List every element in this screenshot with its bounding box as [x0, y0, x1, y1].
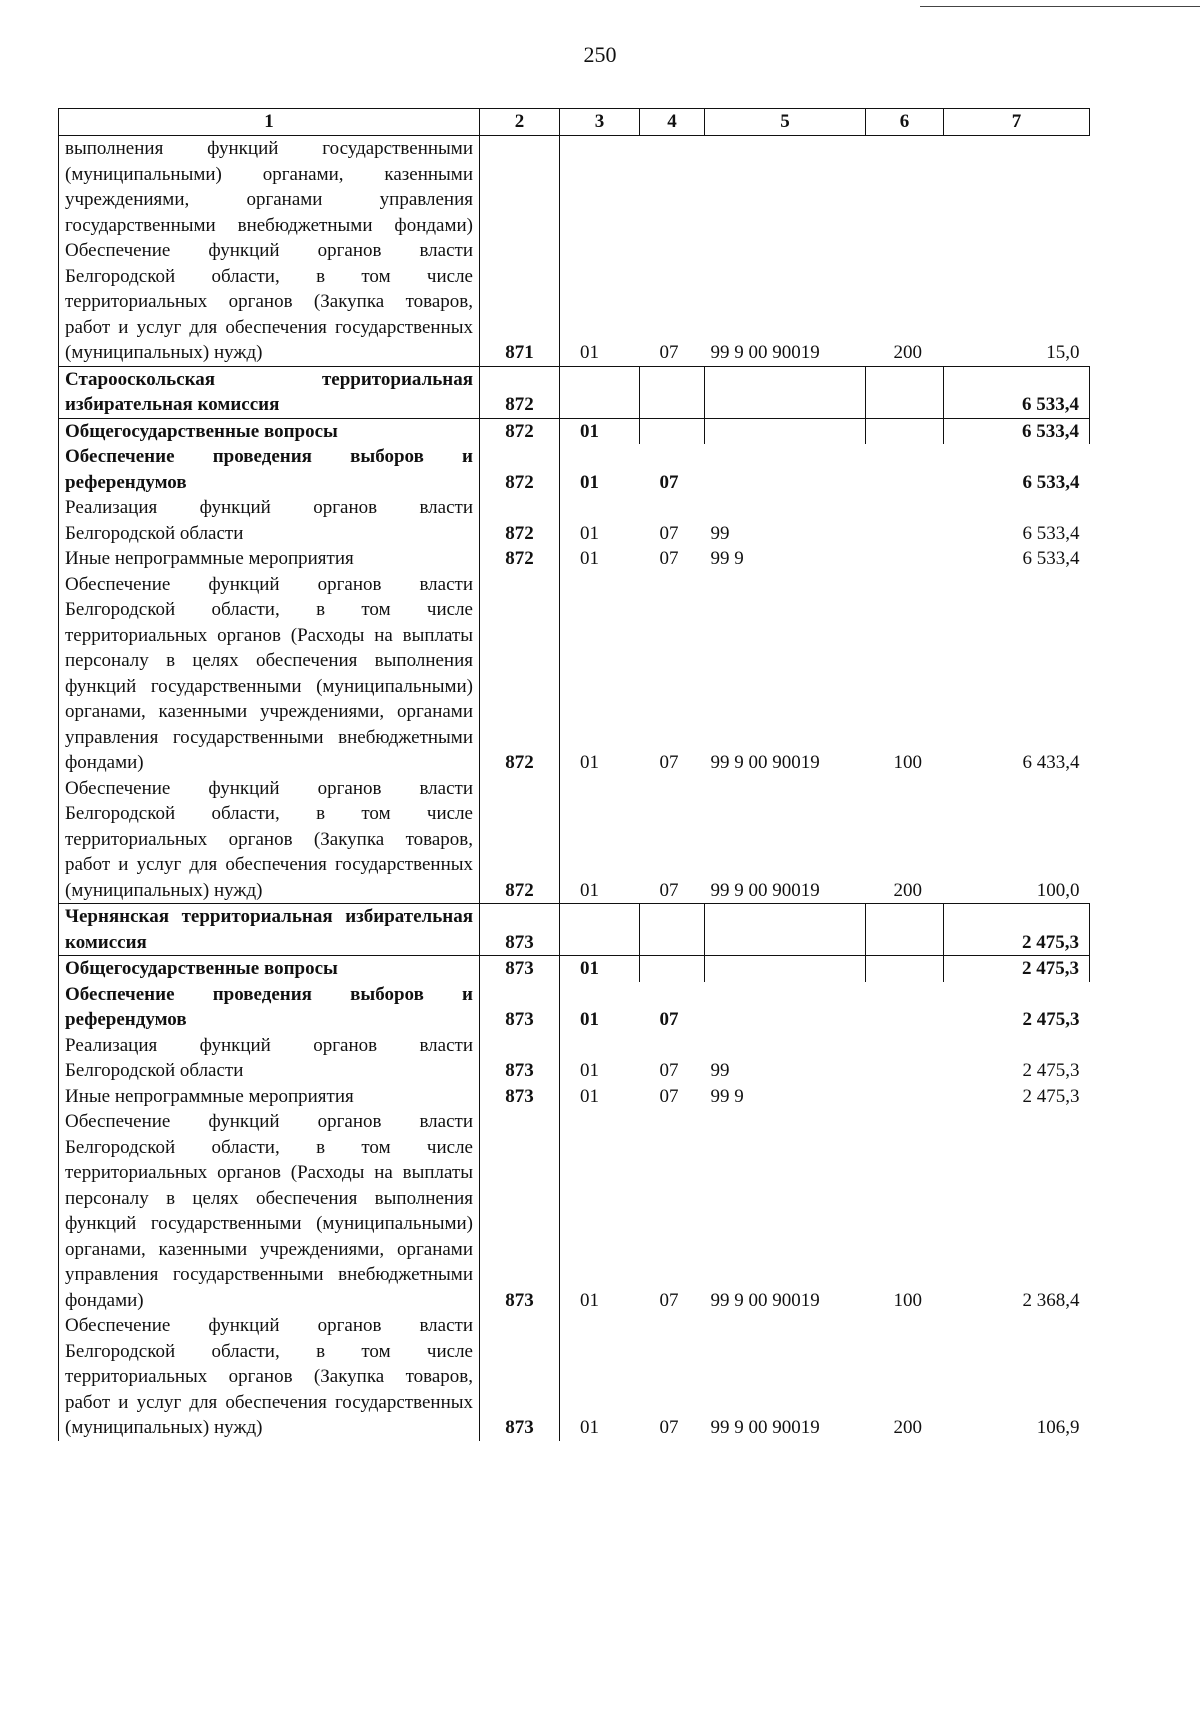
row-amount: 2 368,4: [1022, 1289, 1080, 1311]
row-amount: 2 475,3: [944, 904, 1090, 956]
column-header: 5: [705, 109, 866, 136]
row-code-2: 872: [480, 444, 560, 495]
row-code-5: [705, 956, 866, 982]
row-code-2: 873: [480, 1313, 560, 1441]
column-header: 4: [640, 109, 705, 136]
row-amount: 2 475,3: [1022, 1009, 1080, 1030]
row-code-6: [866, 904, 944, 956]
row-code-6: [866, 495, 944, 546]
row-code-4: [640, 956, 705, 982]
table-row: [59, 904, 1090, 956]
row-code-4: 07: [659, 1289, 679, 1311]
row-code-5: [705, 444, 866, 495]
row-code-2: 872: [480, 418, 560, 444]
row-description: Иные непрограммные мероприятия: [59, 1084, 480, 1110]
row-code-5: [705, 904, 866, 956]
row-code-3: 01: [580, 522, 599, 544]
row-code-5: 99 9 00 90019: [710, 1289, 820, 1311]
page-number: 250: [583, 42, 617, 67]
row-code-6: [866, 956, 944, 982]
row-code-6: [866, 1033, 944, 1084]
row-code-3: 01: [560, 956, 640, 982]
row-code-3: 01: [580, 342, 599, 363]
row-code-4: 07: [659, 471, 679, 493]
column-header: 3: [560, 109, 640, 136]
row-code-3: 01: [580, 1060, 599, 1081]
table-row: [59, 776, 1090, 904]
row-code-2: 873: [480, 904, 560, 956]
row-description: Общегосударственные вопросы: [59, 956, 480, 982]
row-description: Обеспечение функций органов власти Белгородской области, в том числе территориальных органов (Расходы на выплаты персоналу в целях обеспечения выполнения функций государственными (муниципальными) органами, казенными учреждениями, органами управления государственными внебюджетными фондами): [59, 1109, 480, 1313]
row-code-2: 873: [480, 1084, 560, 1110]
row-description: Обеспечение функций органов власти Белгородской области, в том числе территориальных органов (Расходы на выплаты персоналу в целях обеспечения выполнения функций государственными (муниципальными) органами, казенными учреждениями, органами управления государственными внебюджетными фондами): [59, 572, 480, 776]
row-code-6: 200: [893, 879, 922, 901]
row-description: Обеспечение проведения выборов и референдумов: [59, 982, 480, 1033]
row-code-6: [866, 546, 944, 572]
row-code-5: 99 9 00 90019: [710, 879, 820, 901]
top-rule: [920, 6, 1200, 7]
row-code-2: 873: [480, 982, 560, 1033]
table-row: [59, 982, 1090, 1033]
row-code-5: 99: [710, 1060, 730, 1081]
row-code-2: 871: [480, 136, 560, 367]
row-code-5: 99 9: [710, 1085, 744, 1107]
row-description: Реализация функций органов власти Белгородской области: [59, 495, 480, 546]
row-description: Иные непрограммные мероприятия: [59, 546, 480, 572]
row-code-4: [640, 418, 705, 444]
budget-table: [58, 108, 1090, 1441]
row-code-6: [866, 1084, 944, 1110]
table-row: [59, 366, 1090, 418]
row-code-4: 07: [659, 752, 679, 773]
row-code-4: 07: [659, 1085, 679, 1107]
row-code-6: [866, 418, 944, 444]
row-amount: 2 475,3: [1022, 1060, 1080, 1081]
row-code-2: 872: [480, 546, 560, 572]
row-code-3: 01: [580, 1085, 599, 1107]
row-code-5: [705, 366, 866, 418]
table-row: [59, 1084, 1090, 1110]
row-code-5: 99 9 00 90019: [710, 1417, 820, 1438]
row-code-4: [640, 366, 705, 418]
row-amount: 2 475,3: [944, 956, 1090, 982]
row-code-4: 07: [659, 1060, 679, 1081]
row-code-2: 872: [480, 776, 560, 904]
row-code-5: [705, 982, 866, 1033]
row-code-5: 99 9: [710, 548, 744, 569]
table-row: [59, 418, 1090, 444]
row-code-2: 872: [480, 366, 560, 418]
table-row: [59, 1313, 1090, 1441]
row-code-4: 07: [659, 548, 679, 569]
row-code-6: 200: [893, 1417, 922, 1438]
row-code-3: 01: [580, 1009, 599, 1030]
row-code-4: 07: [659, 1009, 679, 1030]
row-description: Реализация функций органов власти Белгородской области: [59, 1033, 480, 1084]
row-code-6: 200: [893, 342, 922, 363]
row-amount: 6 533,4: [944, 418, 1090, 444]
row-description: Общегосударственные вопросы: [59, 418, 480, 444]
row-code-3: 01: [580, 471, 599, 493]
row-code-4: 07: [659, 522, 679, 544]
table-row: [59, 956, 1090, 982]
row-amount: 2 475,3: [1022, 1085, 1080, 1107]
row-code-5: [705, 418, 866, 444]
row-code-3: 01: [560, 418, 640, 444]
row-code-6: 100: [893, 752, 922, 773]
row-code-5: 99 9 00 90019: [710, 752, 820, 773]
row-code-2: 873: [480, 1033, 560, 1084]
row-code-4: 07: [659, 1417, 679, 1438]
row-code-2: 872: [480, 572, 560, 776]
row-code-4: 07: [659, 879, 679, 901]
row-description: Обеспечение функций органов власти Белгородской области, в том числе территориальных органов (Закупка товаров, работ и услуг для обеспечения государственных (муниципальных) нужд): [59, 776, 480, 904]
column-header: 1: [59, 109, 480, 136]
row-code-3: 01: [580, 1417, 599, 1438]
row-code-3: [560, 904, 640, 956]
row-amount: 106,9: [1036, 1417, 1080, 1438]
table-row: [59, 1033, 1090, 1084]
column-header: 6: [866, 109, 944, 136]
row-code-3: 01: [580, 879, 599, 901]
row-amount: 6 533,4: [1022, 522, 1080, 544]
row-code-6: [866, 982, 944, 1033]
row-code-2: 873: [480, 1109, 560, 1313]
row-amount: 6 533,4: [1022, 548, 1080, 569]
table-row: [59, 136, 1090, 367]
column-header: 2: [480, 109, 560, 136]
row-code-2: 873: [480, 956, 560, 982]
column-header: 7: [944, 109, 1090, 136]
table-row: [59, 495, 1090, 546]
table-row: [59, 1109, 1090, 1313]
row-code-5: 99 9 00 90019: [710, 342, 820, 363]
table-row: [59, 572, 1090, 776]
row-code-2: 872: [480, 495, 560, 546]
table-row: [59, 546, 1090, 572]
row-description: Обеспечение функций органов власти Белгородской области, в том числе территориальных органов (Закупка товаров, работ и услуг для обеспечения государственных (муниципальных) нужд): [59, 1313, 480, 1441]
row-code-3: 01: [580, 1289, 599, 1311]
row-description: Старооскольская территориальная избирательная комиссия: [59, 366, 480, 418]
row-code-3: 01: [580, 548, 599, 569]
column-header-row: [59, 109, 1090, 136]
row-amount: 100,0: [1036, 879, 1080, 901]
row-amount: 6 533,4: [944, 366, 1090, 418]
row-description: Чернянская территориальная избирательная комиссия: [59, 904, 480, 956]
row-code-3: [560, 366, 640, 418]
table-row: [59, 444, 1090, 495]
row-amount: 6 433,4: [1022, 752, 1080, 773]
row-code-4: 07: [659, 342, 679, 363]
row-amount: 15,0: [1046, 342, 1080, 363]
row-code-6: [866, 366, 944, 418]
row-description: выполнения функций государственными (муниципальными) органами, казенными учреждениями, органами управления государственными внебюджетными фондами) Обеспечение функций органов власти Белгородской области, в том числе территориальных органов (Закупка товаров, работ и услуг для обеспечения государственных (муниципальных) нужд): [59, 136, 480, 367]
row-code-6: 100: [893, 1289, 922, 1311]
row-amount: 6 533,4: [1022, 471, 1080, 493]
row-code-4: [640, 904, 705, 956]
row-code-6: [866, 444, 944, 495]
row-description: Обеспечение проведения выборов и референдумов: [59, 444, 480, 495]
row-code-5: 99: [710, 522, 730, 544]
row-code-3: 01: [580, 752, 599, 773]
